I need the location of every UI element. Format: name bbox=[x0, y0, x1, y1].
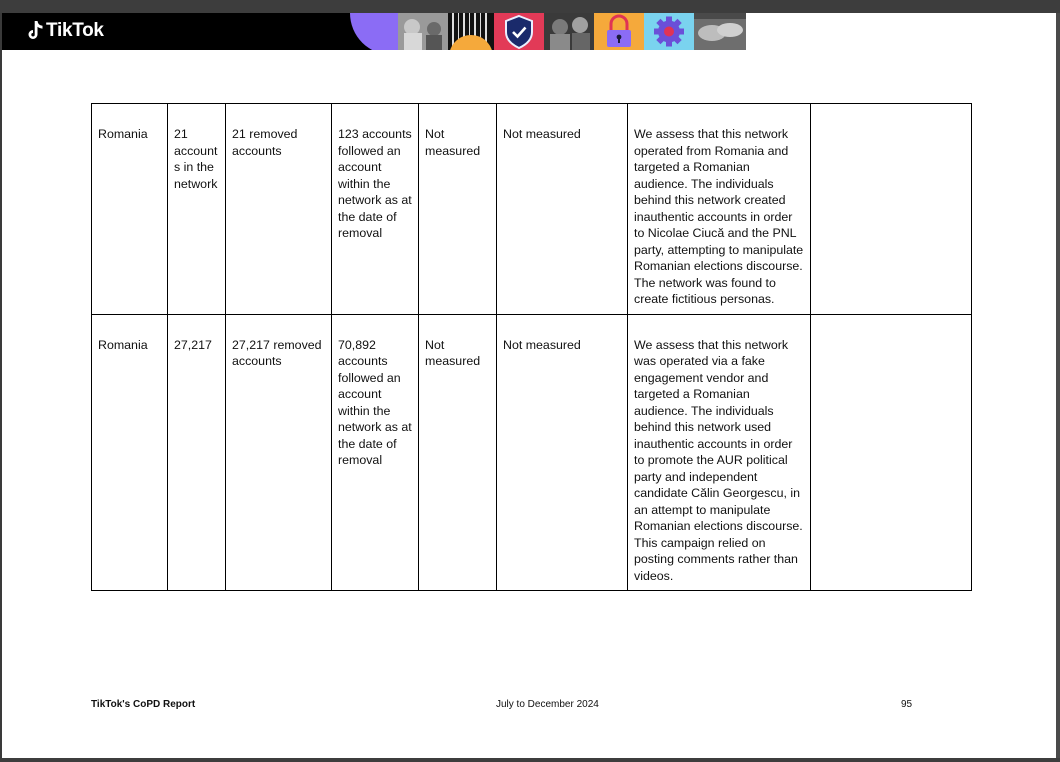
measure-cell: Not measured bbox=[419, 104, 497, 315]
header-banner bbox=[2, 13, 746, 50]
accounts-cell: 27,217 bbox=[168, 314, 226, 591]
measure-cell: Not measured bbox=[419, 314, 497, 591]
table-row bbox=[92, 104, 972, 315]
followers-cell: 123 accounts followed an account within the network as at the date of removal bbox=[332, 104, 419, 315]
tiktok-logo-icon bbox=[26, 21, 43, 41]
photo-tile-2 bbox=[544, 13, 594, 50]
viewer-top-bar bbox=[0, 0, 1060, 13]
footer-report-title: TikTok's CoPD Report bbox=[91, 699, 196, 710]
removed-cell: 21 removed accounts bbox=[226, 104, 332, 315]
networks-table bbox=[91, 103, 972, 591]
padlock-tile bbox=[594, 13, 644, 50]
description-cell: We assess that this network was operated via a fake engagement vendor and targeted a Romanian audience. The individuals behind this network used inauthentic accounts in order to promote the AUR political party and independent candidate Călin Georgescu, in an attempt to manipulate Romanian elections discourse. This campaign relied on posting comments rather than videos. bbox=[628, 314, 811, 591]
description-cell: We assess that this network operated from Romania and targeted a Romanian audience. The individuals behind this network created inauthentic accounts in order to Nicolae Ciucă and the PNL party, attempting to manipulate Romanian elections discourse. The network was found to create fictitious personas. bbox=[628, 104, 811, 315]
shield-check-icon bbox=[506, 16, 532, 48]
scrollbar[interactable] bbox=[1056, 13, 1060, 758]
table-row bbox=[92, 314, 972, 591]
measure-cell: Not measured bbox=[497, 314, 628, 591]
brand-name: TikTok bbox=[46, 20, 104, 41]
purple-circle-tile bbox=[348, 13, 398, 50]
barcode-tile bbox=[448, 13, 494, 50]
padlock-icon bbox=[594, 13, 644, 50]
document-page bbox=[2, 13, 1056, 758]
photo-tile-1 bbox=[398, 13, 448, 50]
shield-tile bbox=[494, 13, 544, 50]
accounts-cell: 21 accounts in the network bbox=[168, 104, 226, 315]
viewer-bottom-bar bbox=[0, 758, 1060, 762]
gear-icon bbox=[644, 13, 694, 50]
country-cell: Romania bbox=[92, 314, 168, 591]
empty-cell bbox=[811, 104, 972, 315]
gear-tile bbox=[644, 13, 694, 50]
banner-image-strip bbox=[348, 13, 746, 50]
measure-cell: Not measured bbox=[497, 104, 628, 315]
followers-cell: 70,892 accounts followed an account within the network as at the date of removal bbox=[332, 314, 419, 591]
removed-cell: 27,217 removed accounts bbox=[226, 314, 332, 591]
empty-cell bbox=[811, 314, 972, 591]
page-number: 95 bbox=[901, 699, 913, 710]
tiktok-logo bbox=[26, 20, 104, 42]
footer-period: July to December 2024 bbox=[496, 699, 599, 710]
country-cell: Romania bbox=[92, 104, 168, 315]
photo-tile-3 bbox=[694, 13, 746, 50]
